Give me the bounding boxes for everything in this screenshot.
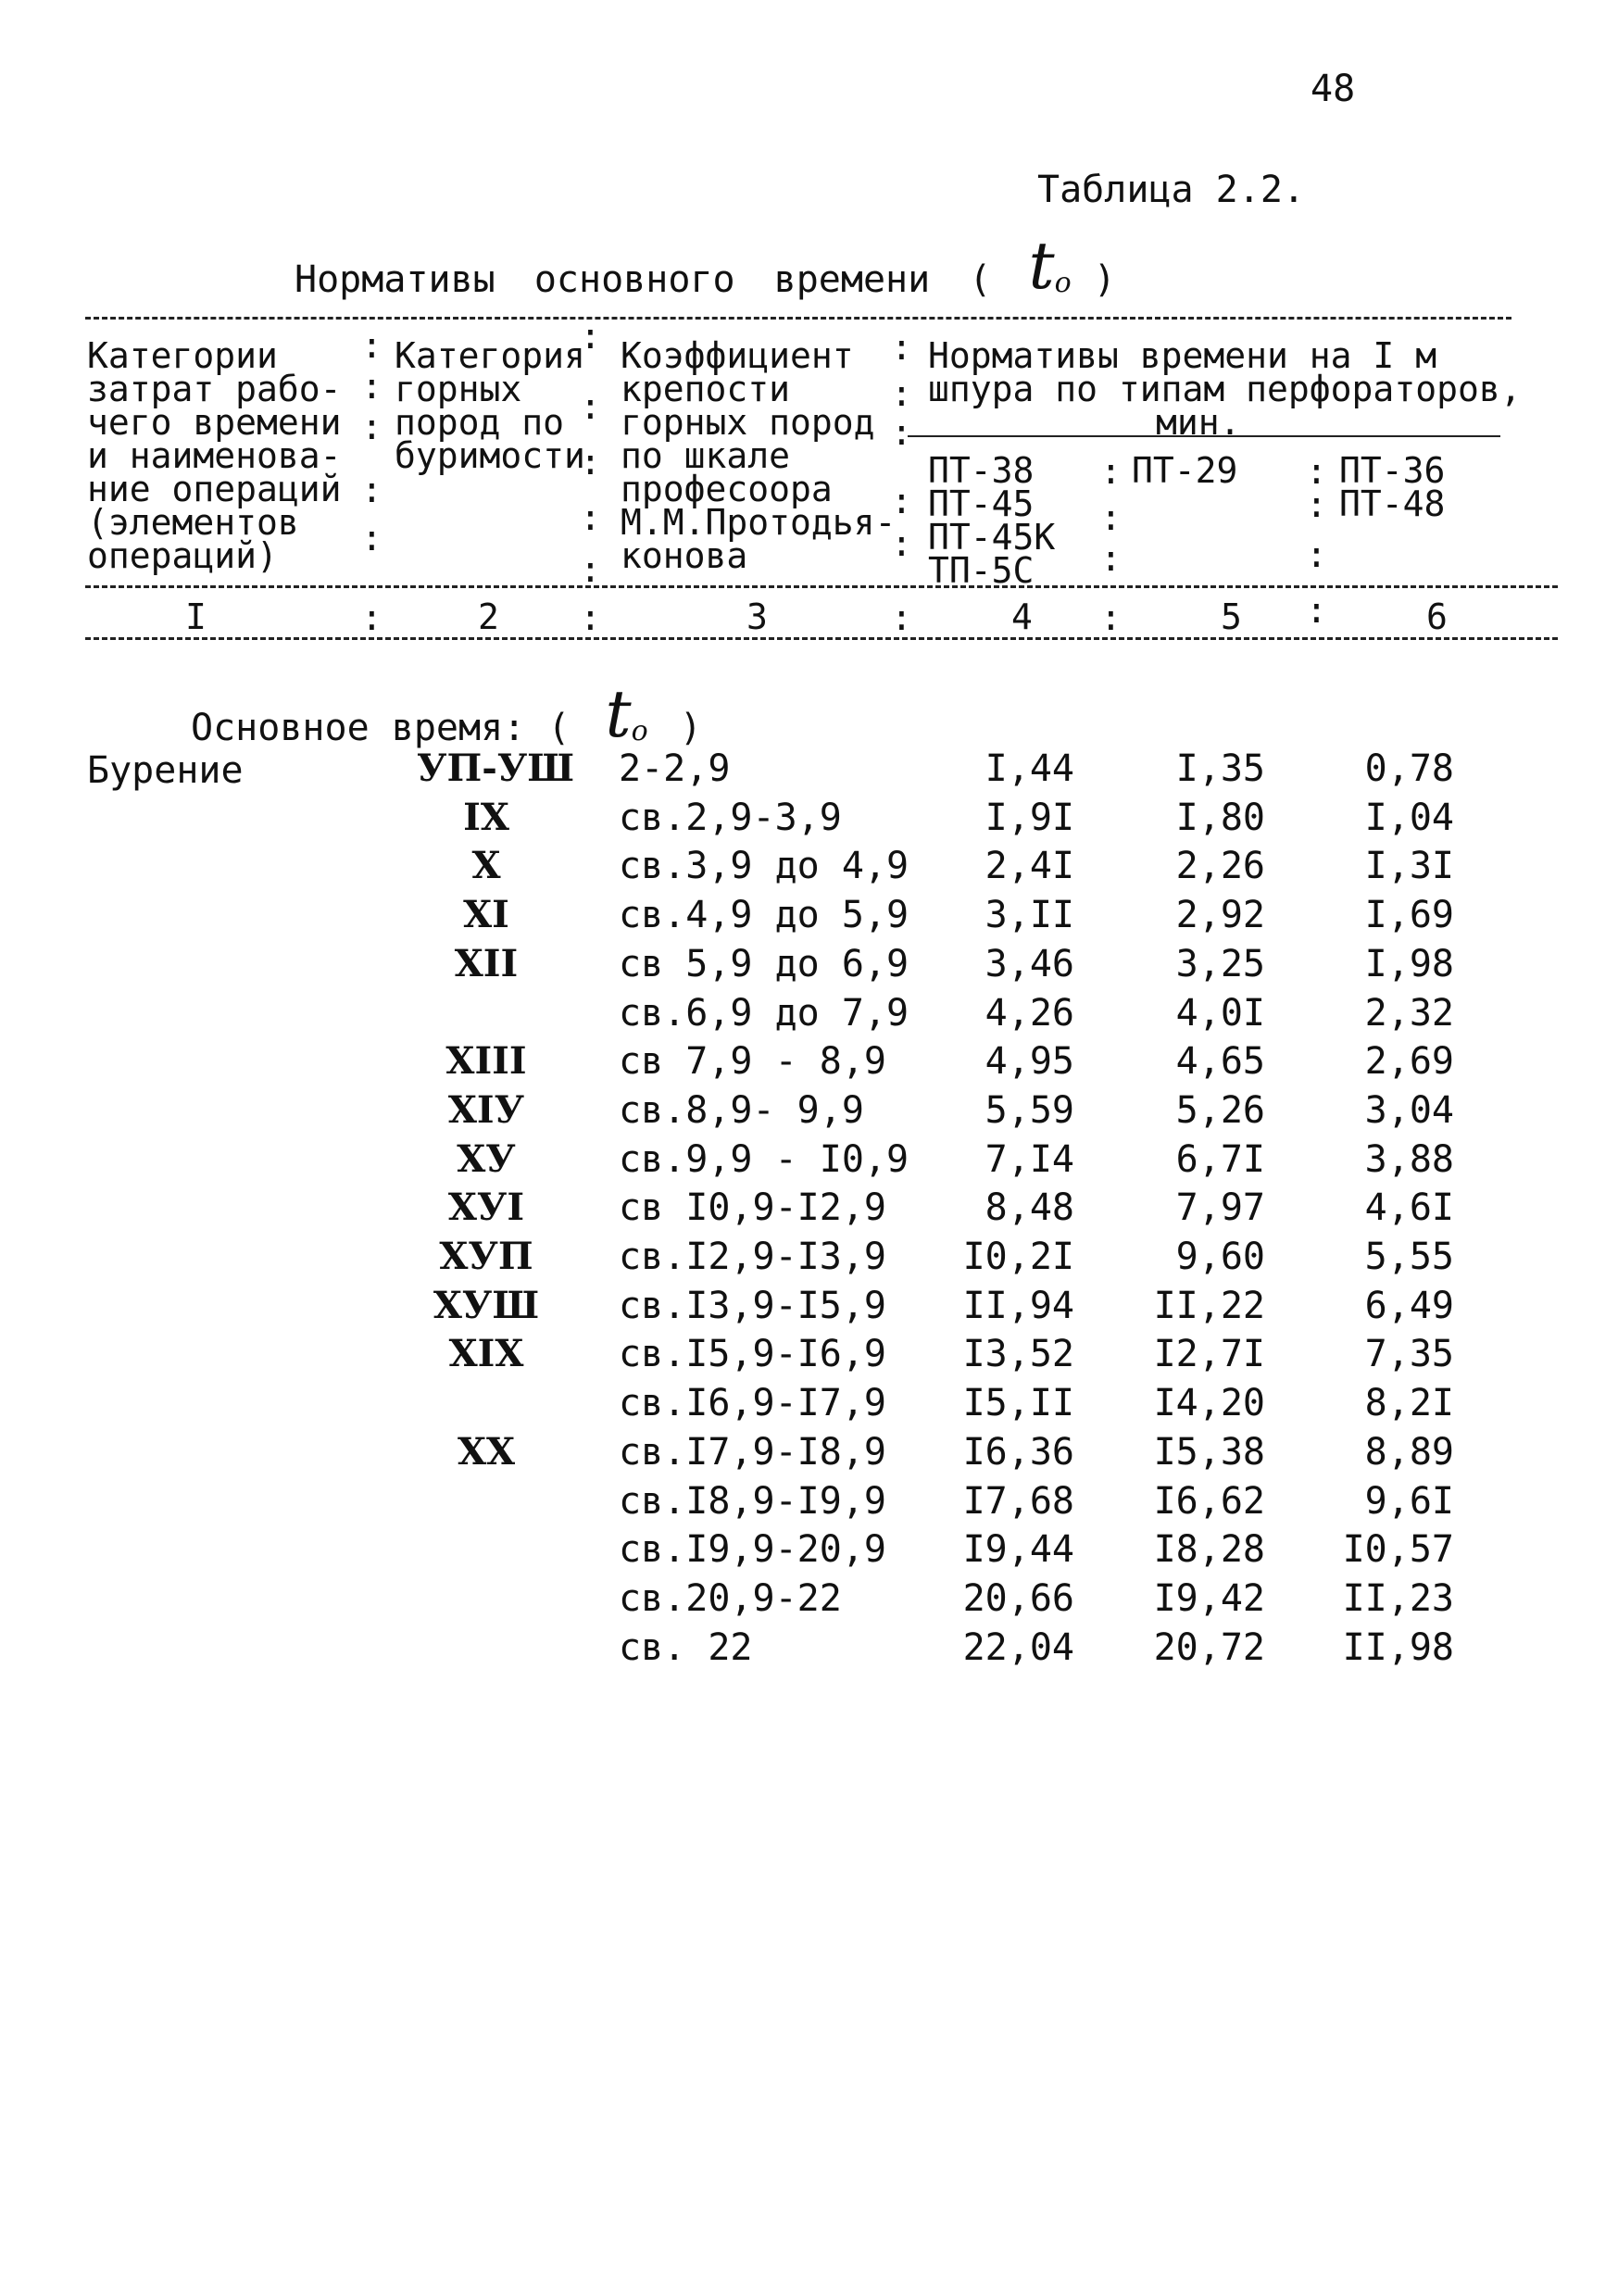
cell-norm-pt38: 2,4I <box>985 845 1074 887</box>
column-separator: : <box>891 412 912 453</box>
cell-norm-pt29: II,22 <box>1153 1285 1265 1327</box>
header-col1 <box>87 335 342 576</box>
cell-norm-pt29: I2,7I <box>1153 1333 1265 1375</box>
cell-coefficient: св.I7,9-I8,9 <box>619 1431 886 1474</box>
column-number: 2 <box>478 596 499 637</box>
cell-norm-pt36: 7,35 <box>1364 1333 1454 1375</box>
header-top-rule <box>85 317 1511 320</box>
cell-category: X <box>471 844 501 887</box>
title-text: Нормативы основного времени ( <box>295 258 992 301</box>
header-col1-line: и наименова- <box>87 435 342 476</box>
header-col3-line: крепости <box>621 369 791 409</box>
title-subscript: о <box>1054 267 1072 299</box>
section-close: ) <box>679 707 702 749</box>
header-col1-line: ние операций <box>87 469 342 509</box>
column-separator: : <box>580 497 601 538</box>
column-separator: : <box>361 366 383 407</box>
cell-category: XIII <box>445 1039 527 1083</box>
section-symbol: t <box>605 676 632 752</box>
cell-norm-pt36: 6,49 <box>1364 1285 1454 1327</box>
cell-norm-pt36: 9,6I <box>1364 1480 1454 1523</box>
cell-norm-pt38: 7,I4 <box>985 1138 1074 1181</box>
cell-category: XУП <box>439 1235 533 1278</box>
column-separator: : <box>361 325 383 366</box>
cell-coefficient: св.I5,9-I6,9 <box>619 1333 886 1375</box>
cell-norm-pt36: 4,6I <box>1364 1186 1454 1229</box>
cell-coefficient: св 5,9 до 6,9 <box>619 943 909 985</box>
cell-norm-pt36: 8,89 <box>1364 1431 1454 1474</box>
section-subscript: о <box>631 715 648 747</box>
header-col6 <box>1339 450 1446 524</box>
header-col1-line: Категории <box>87 335 278 376</box>
cell-norm-pt36: II,23 <box>1342 1577 1454 1620</box>
column-separator: : <box>1306 534 1327 575</box>
column-separator: : <box>1100 538 1122 579</box>
cell-norm-pt38: I5,II <box>962 1382 1074 1424</box>
cell-norm-pt36: I,3I <box>1364 845 1454 887</box>
cell-norm-pt29: I4,20 <box>1153 1382 1265 1424</box>
cell-coefficient: св.I3,9-I5,9 <box>619 1285 886 1327</box>
cell-coefficient: 2-2,9 <box>619 747 731 790</box>
cell-norm-pt36: I0,57 <box>1342 1528 1454 1571</box>
cell-norm-pt29: I6,62 <box>1153 1480 1265 1523</box>
column-separator: : <box>1100 451 1122 492</box>
header-col4-line: ПТ-45К <box>928 517 1056 558</box>
header-col3-line: по шкале <box>621 435 791 476</box>
column-separator: : <box>580 316 601 357</box>
header-col2-line: буримости <box>395 435 585 476</box>
cell-coefficient: св 7,9 - 8,9 <box>619 1040 886 1083</box>
column-number: I <box>185 596 207 637</box>
cell-norm-pt29: 2,92 <box>1175 894 1265 936</box>
title-close: ) <box>1093 258 1116 301</box>
column-separator: : <box>1100 497 1122 538</box>
cell-norm-pt36: I,69 <box>1364 894 1454 936</box>
header-col3 <box>621 335 897 576</box>
column-number: 5 <box>1221 596 1242 637</box>
header-col2-line: пород по <box>395 402 565 443</box>
cell-category: XII <box>454 942 519 985</box>
header-col3-line: конова <box>621 535 748 576</box>
column-separator: : <box>891 481 912 521</box>
cell-norm-pt29: 7,97 <box>1175 1186 1265 1229</box>
header-col3-line: професоора <box>621 469 833 509</box>
header-col3-line: М.М.Протодья- <box>621 502 897 543</box>
title-symbol: t <box>1028 228 1055 304</box>
column-separator: : <box>361 470 383 510</box>
header-col6-line: ПТ-36 <box>1339 450 1446 491</box>
cell-norm-pt29: 5,26 <box>1175 1089 1265 1132</box>
cell-norm-pt38: 22,04 <box>962 1626 1074 1669</box>
cell-norm-pt38: I3,52 <box>962 1333 1074 1375</box>
cell-category: XI <box>463 893 509 936</box>
column-separator: : <box>891 373 912 414</box>
column-separator: : <box>580 442 601 483</box>
header-col1-line: операций) <box>87 535 278 576</box>
column-number: 6 <box>1426 596 1448 637</box>
cell-coefficient: св.4,9 до 5,9 <box>619 894 909 936</box>
cell-norm-pt29: 4,65 <box>1175 1040 1265 1083</box>
header-col1-line: затрат рабо- <box>87 369 342 409</box>
column-separator: : <box>1100 597 1122 638</box>
column-separator: : <box>580 597 601 638</box>
column-number: 4 <box>1011 596 1033 637</box>
column-separator: : <box>891 327 912 368</box>
cell-category: XУШ <box>433 1284 540 1327</box>
cell-norm-pt29: 4,0I <box>1175 992 1265 1035</box>
header-bottom-rule <box>85 585 1558 588</box>
cell-norm-pt36: 8,2I <box>1364 1382 1454 1424</box>
cell-category: XУI <box>447 1186 525 1229</box>
cell-coefficient: св.9,9 - I0,9 <box>619 1138 909 1181</box>
cell-norm-pt29: 6,7I <box>1175 1138 1265 1181</box>
column-separator: : <box>1306 484 1327 525</box>
header-col6-line: ПТ-48 <box>1339 483 1446 524</box>
header-col456-line: Нормативы времени на I м <box>928 335 1437 376</box>
cell-norm-pt36: 2,69 <box>1364 1040 1454 1083</box>
column-separator: : <box>580 549 601 590</box>
cell-norm-pt29: 9,60 <box>1175 1236 1265 1278</box>
cell-coefficient: св. 22 <box>619 1626 753 1669</box>
cell-norm-pt38: I6,36 <box>962 1431 1074 1474</box>
cell-category: XУ <box>457 1137 516 1181</box>
cell-norm-pt38: 3,II <box>985 894 1074 936</box>
section-text: Основное время: ( <box>191 707 571 749</box>
header-col3-line: Коэффициент <box>621 335 854 376</box>
cell-coefficient: св.2,9-3,9 <box>619 797 842 839</box>
page-number: 48 <box>1311 68 1356 110</box>
cell-norm-pt38: I0,2I <box>962 1236 1074 1278</box>
header-col4-line: ПТ-38 <box>928 450 1035 491</box>
header-col456-line: мин. <box>1156 402 1241 443</box>
header-col3-line: горных пород <box>621 402 875 443</box>
section-heading <box>191 676 702 752</box>
header-col1-line: (элементов <box>87 502 299 543</box>
header-col2-line: горных <box>395 369 522 409</box>
cell-coefficient: св I0,9-I2,9 <box>619 1186 886 1229</box>
cell-norm-pt29: I5,38 <box>1153 1431 1265 1474</box>
cell-norm-pt29: I9,42 <box>1153 1577 1265 1620</box>
cell-norm-pt38: 5,59 <box>985 1089 1074 1132</box>
header-col456-line: шпура по типам перфораторов, <box>928 369 1522 409</box>
cell-norm-pt38: I,9I <box>985 797 1074 839</box>
cell-norm-pt36: 3,88 <box>1364 1138 1454 1181</box>
column-separator: : <box>361 597 383 638</box>
cell-norm-pt36: 3,04 <box>1364 1089 1454 1132</box>
cell-norm-pt29: I,35 <box>1175 747 1265 790</box>
cell-norm-pt38: 8,48 <box>985 1186 1074 1229</box>
column-separator: : <box>580 386 601 427</box>
header-col5-line: ПТ-29 <box>1132 450 1238 491</box>
cell-category: XIУ <box>447 1088 525 1132</box>
cell-norm-pt36: I,04 <box>1364 797 1454 839</box>
cell-norm-pt38: I9,44 <box>962 1528 1074 1571</box>
cell-norm-pt36: 5,55 <box>1364 1236 1454 1278</box>
column-number: 3 <box>746 596 768 637</box>
cell-norm-pt29: 2,26 <box>1175 845 1265 887</box>
cell-norm-pt38: 4,26 <box>985 992 1074 1035</box>
cell-coefficient: св.I2,9-I3,9 <box>619 1236 886 1278</box>
column-separator: : <box>1306 451 1327 492</box>
cell-norm-pt36: II,98 <box>1342 1626 1454 1669</box>
header-col4 <box>928 450 1056 591</box>
cell-category: УП-УШ <box>417 747 575 790</box>
cell-coefficient: св.20,9-22 <box>619 1577 842 1620</box>
header-col456-title <box>928 335 1522 443</box>
cell-norm-pt38: I,44 <box>985 747 1074 790</box>
cell-norm-pt38: 3,46 <box>985 943 1074 985</box>
cell-coefficient: св.3,9 до 4,9 <box>619 845 909 887</box>
column-separator: : <box>891 523 912 564</box>
page-title <box>295 228 1116 304</box>
cell-norm-pt29: 20,72 <box>1153 1626 1265 1669</box>
cell-norm-pt38: I7,68 <box>962 1480 1074 1523</box>
operation-label: Бурение <box>87 749 244 792</box>
cell-norm-pt29: I,80 <box>1175 797 1265 839</box>
header-col2 <box>395 335 585 476</box>
cell-norm-pt38: II,94 <box>962 1285 1074 1327</box>
cell-coefficient: св.8,9- 9,9 <box>619 1089 864 1132</box>
cell-norm-pt36: 2,32 <box>1364 992 1454 1035</box>
cell-norm-pt29: 3,25 <box>1175 943 1265 985</box>
cell-category: IX <box>463 796 509 839</box>
header-col1-line: чего времени <box>87 402 342 443</box>
table-label: Таблица 2.2. <box>1037 169 1305 211</box>
cell-norm-pt38: 20,66 <box>962 1577 1074 1620</box>
cell-norm-pt29: I8,28 <box>1153 1528 1265 1571</box>
column-separator: : <box>891 597 912 638</box>
header-col4-line: ПТ-45 <box>928 483 1035 524</box>
cell-coefficient: св.I6,9-I7,9 <box>619 1382 886 1424</box>
cell-category: XX <box>457 1430 516 1474</box>
column-separator: : <box>361 407 383 447</box>
cell-norm-pt38: 4,95 <box>985 1040 1074 1083</box>
cell-norm-pt36: 0,78 <box>1364 747 1454 790</box>
cell-coefficient: св.I9,9-20,9 <box>619 1528 886 1571</box>
column-separator: : <box>361 518 383 558</box>
cell-coefficient: св.6,9 до 7,9 <box>619 992 909 1035</box>
numbers-bottom-rule <box>85 637 1558 640</box>
header-col2-line: Категория <box>395 335 585 376</box>
cell-norm-pt36: I,98 <box>1364 943 1454 985</box>
header-col5 <box>1132 450 1238 491</box>
column-separator: : <box>1306 590 1327 631</box>
cell-category: XIX <box>448 1332 524 1375</box>
cell-coefficient: св.I8,9-I9,9 <box>619 1480 886 1523</box>
header-col4-line: ТП-5С <box>928 550 1035 591</box>
